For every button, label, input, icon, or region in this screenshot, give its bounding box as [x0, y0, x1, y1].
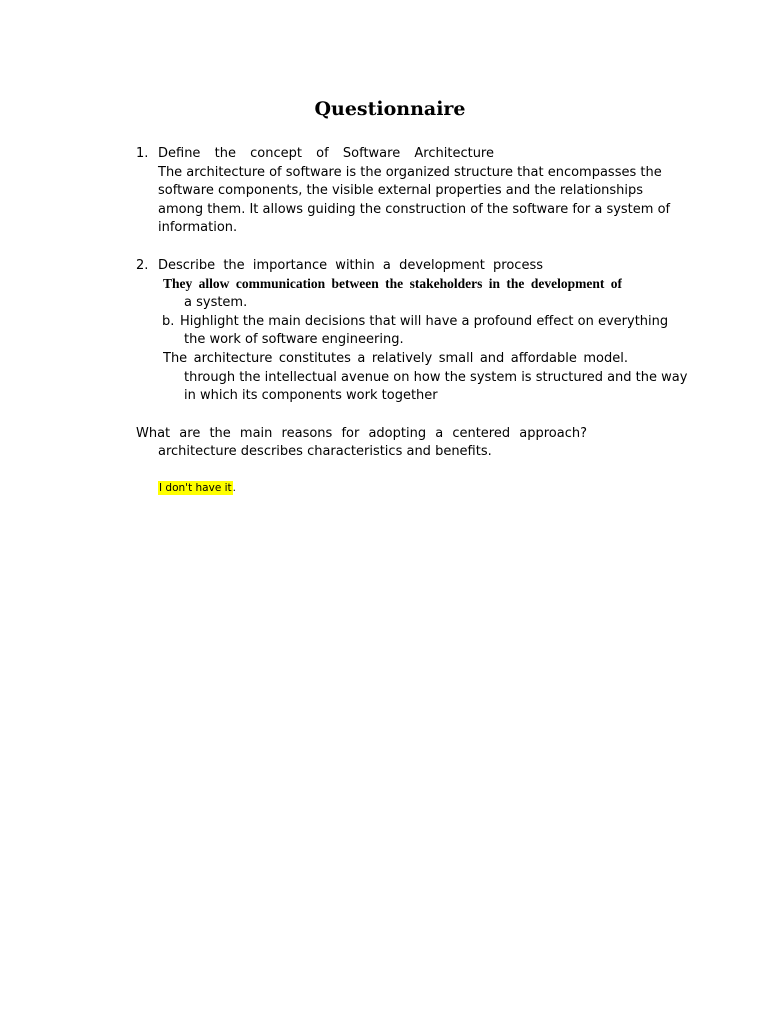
highlighted-note-period: .: [232, 482, 236, 494]
question-2-number: 2.: [136, 258, 149, 273]
question-2-item-c-line-3: in which its components work together: [184, 388, 438, 403]
question-2-item-c-line-1: The architecture constitutes a relatively small and affordable model.: [163, 351, 628, 366]
question-1-answer-line-3: among them. It allows guiding the construction of the software for a system of: [158, 202, 671, 217]
question-1-answer-line-2: software components, the visible external properties and the relationships: [158, 183, 644, 198]
question-1-answer-line-1: The architecture of software is the organized structure that encompasses the: [158, 165, 662, 180]
question-2-item-c-line-2: through the intellectual avenue on how the system is structured and the way: [184, 370, 688, 385]
highlighted-note: [158, 480, 236, 496]
question-3-answer: architecture describes characteristics and benefits.: [158, 444, 492, 459]
question-2-answer-a-continued: a system.: [184, 295, 248, 310]
question-2-text: Describe the importance within a development process: [158, 258, 543, 273]
question-2-item-b-marker: b.: [162, 314, 175, 329]
page-title: Questionnaire: [314, 98, 466, 120]
question-1-number: 1.: [136, 146, 149, 161]
question-2-answer-a: They allow communication between the stakeholders in the development of: [163, 276, 622, 291]
highlighted-note-text: I don't have it: [159, 482, 232, 494]
question-2-item-b-line-2: the work of software engineering.: [184, 332, 404, 347]
question-3-text: What are the main reasons for adopting a centered approach?: [136, 426, 587, 441]
question-1-text: Define the concept of Software Architecture: [158, 146, 494, 161]
question-1-answer-line-4: information.: [158, 220, 238, 235]
question-2-item-b-line-1: Highlight the main decisions that will have a profound effect on everything: [180, 314, 669, 329]
